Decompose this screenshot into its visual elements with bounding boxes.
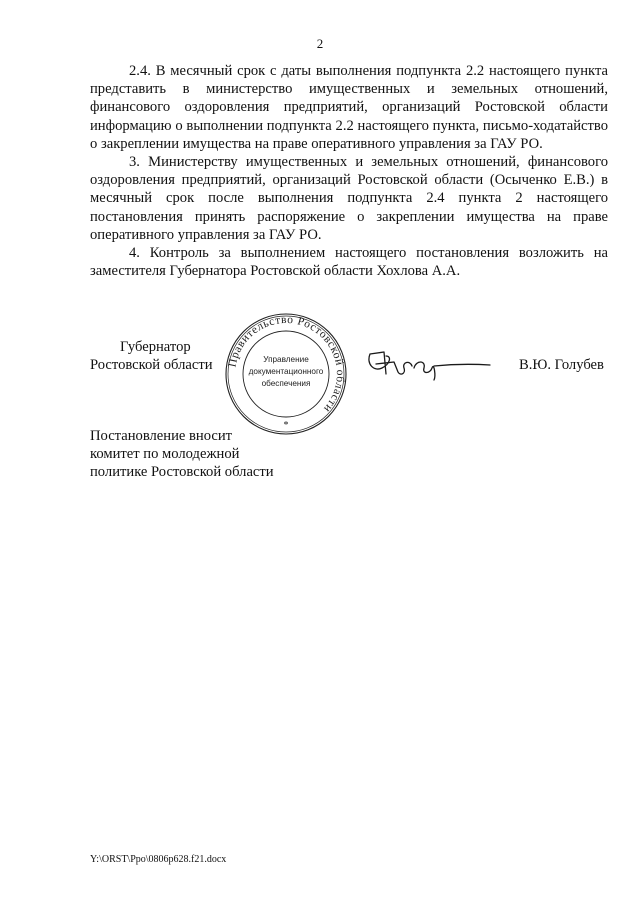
- file-path: Y:\ORST\Ppo\0806p628.f21.docx: [90, 854, 227, 865]
- governor-title: [90, 338, 225, 374]
- seal-inner-line2: документационного: [248, 367, 324, 376]
- governor-title-line1: Губернатор: [120, 339, 191, 355]
- signer-name: В.Ю. Голубев: [519, 357, 604, 373]
- seal-inner-line1: Управление: [263, 355, 309, 364]
- handwritten-signature: [364, 346, 494, 384]
- seal-inner-line3: обеспечения: [261, 379, 311, 388]
- paragraph-4: 4. Контроль за выполнением настоящего постановления возложить на заместителя Губернатора Ростовской области Хохлова А.А.: [90, 245, 608, 280]
- governor-title-line2: Ростовской области: [90, 357, 213, 374]
- paragraph-3: 3. Министерству имущественных и земельных отношений, финансового оздоровления предприятий, организаций Ростовской области (Осыченко Е.В.) в месячный срок после выполнения подпункта 2.4 пункта 2 настоящего постановления принять распоряжение о закреплении имущества на праве оперативного управления за ГАУ РО.: [90, 154, 608, 243]
- submitter-note-line1: Постановление вносит: [90, 428, 233, 444]
- seal-outer-text: Правительство Ростовской области: [226, 313, 347, 415]
- official-seal: [224, 312, 348, 436]
- page-number: 2: [316, 36, 324, 51]
- seal-star-icon: *: [283, 420, 289, 431]
- paragraph-2-4: 2.4. В месячный срок с даты выполнения подпункта 2.2 настоящего пункта представить в министерство имущественных и земельных отношений, финансового оздоровления предприятий, организаций Ростовской области информацию о выполнении подпункта 2.2 настоящего пункта, письмо-ходатайство о закреплении имущества на праве оперативного управления за ГАУ РО.: [90, 63, 608, 152]
- submitter-note-line2: комитет по молодежной: [90, 446, 240, 463]
- submitter-note: [90, 427, 350, 482]
- submitter-note-line3: политике Ростовской области: [90, 464, 274, 481]
